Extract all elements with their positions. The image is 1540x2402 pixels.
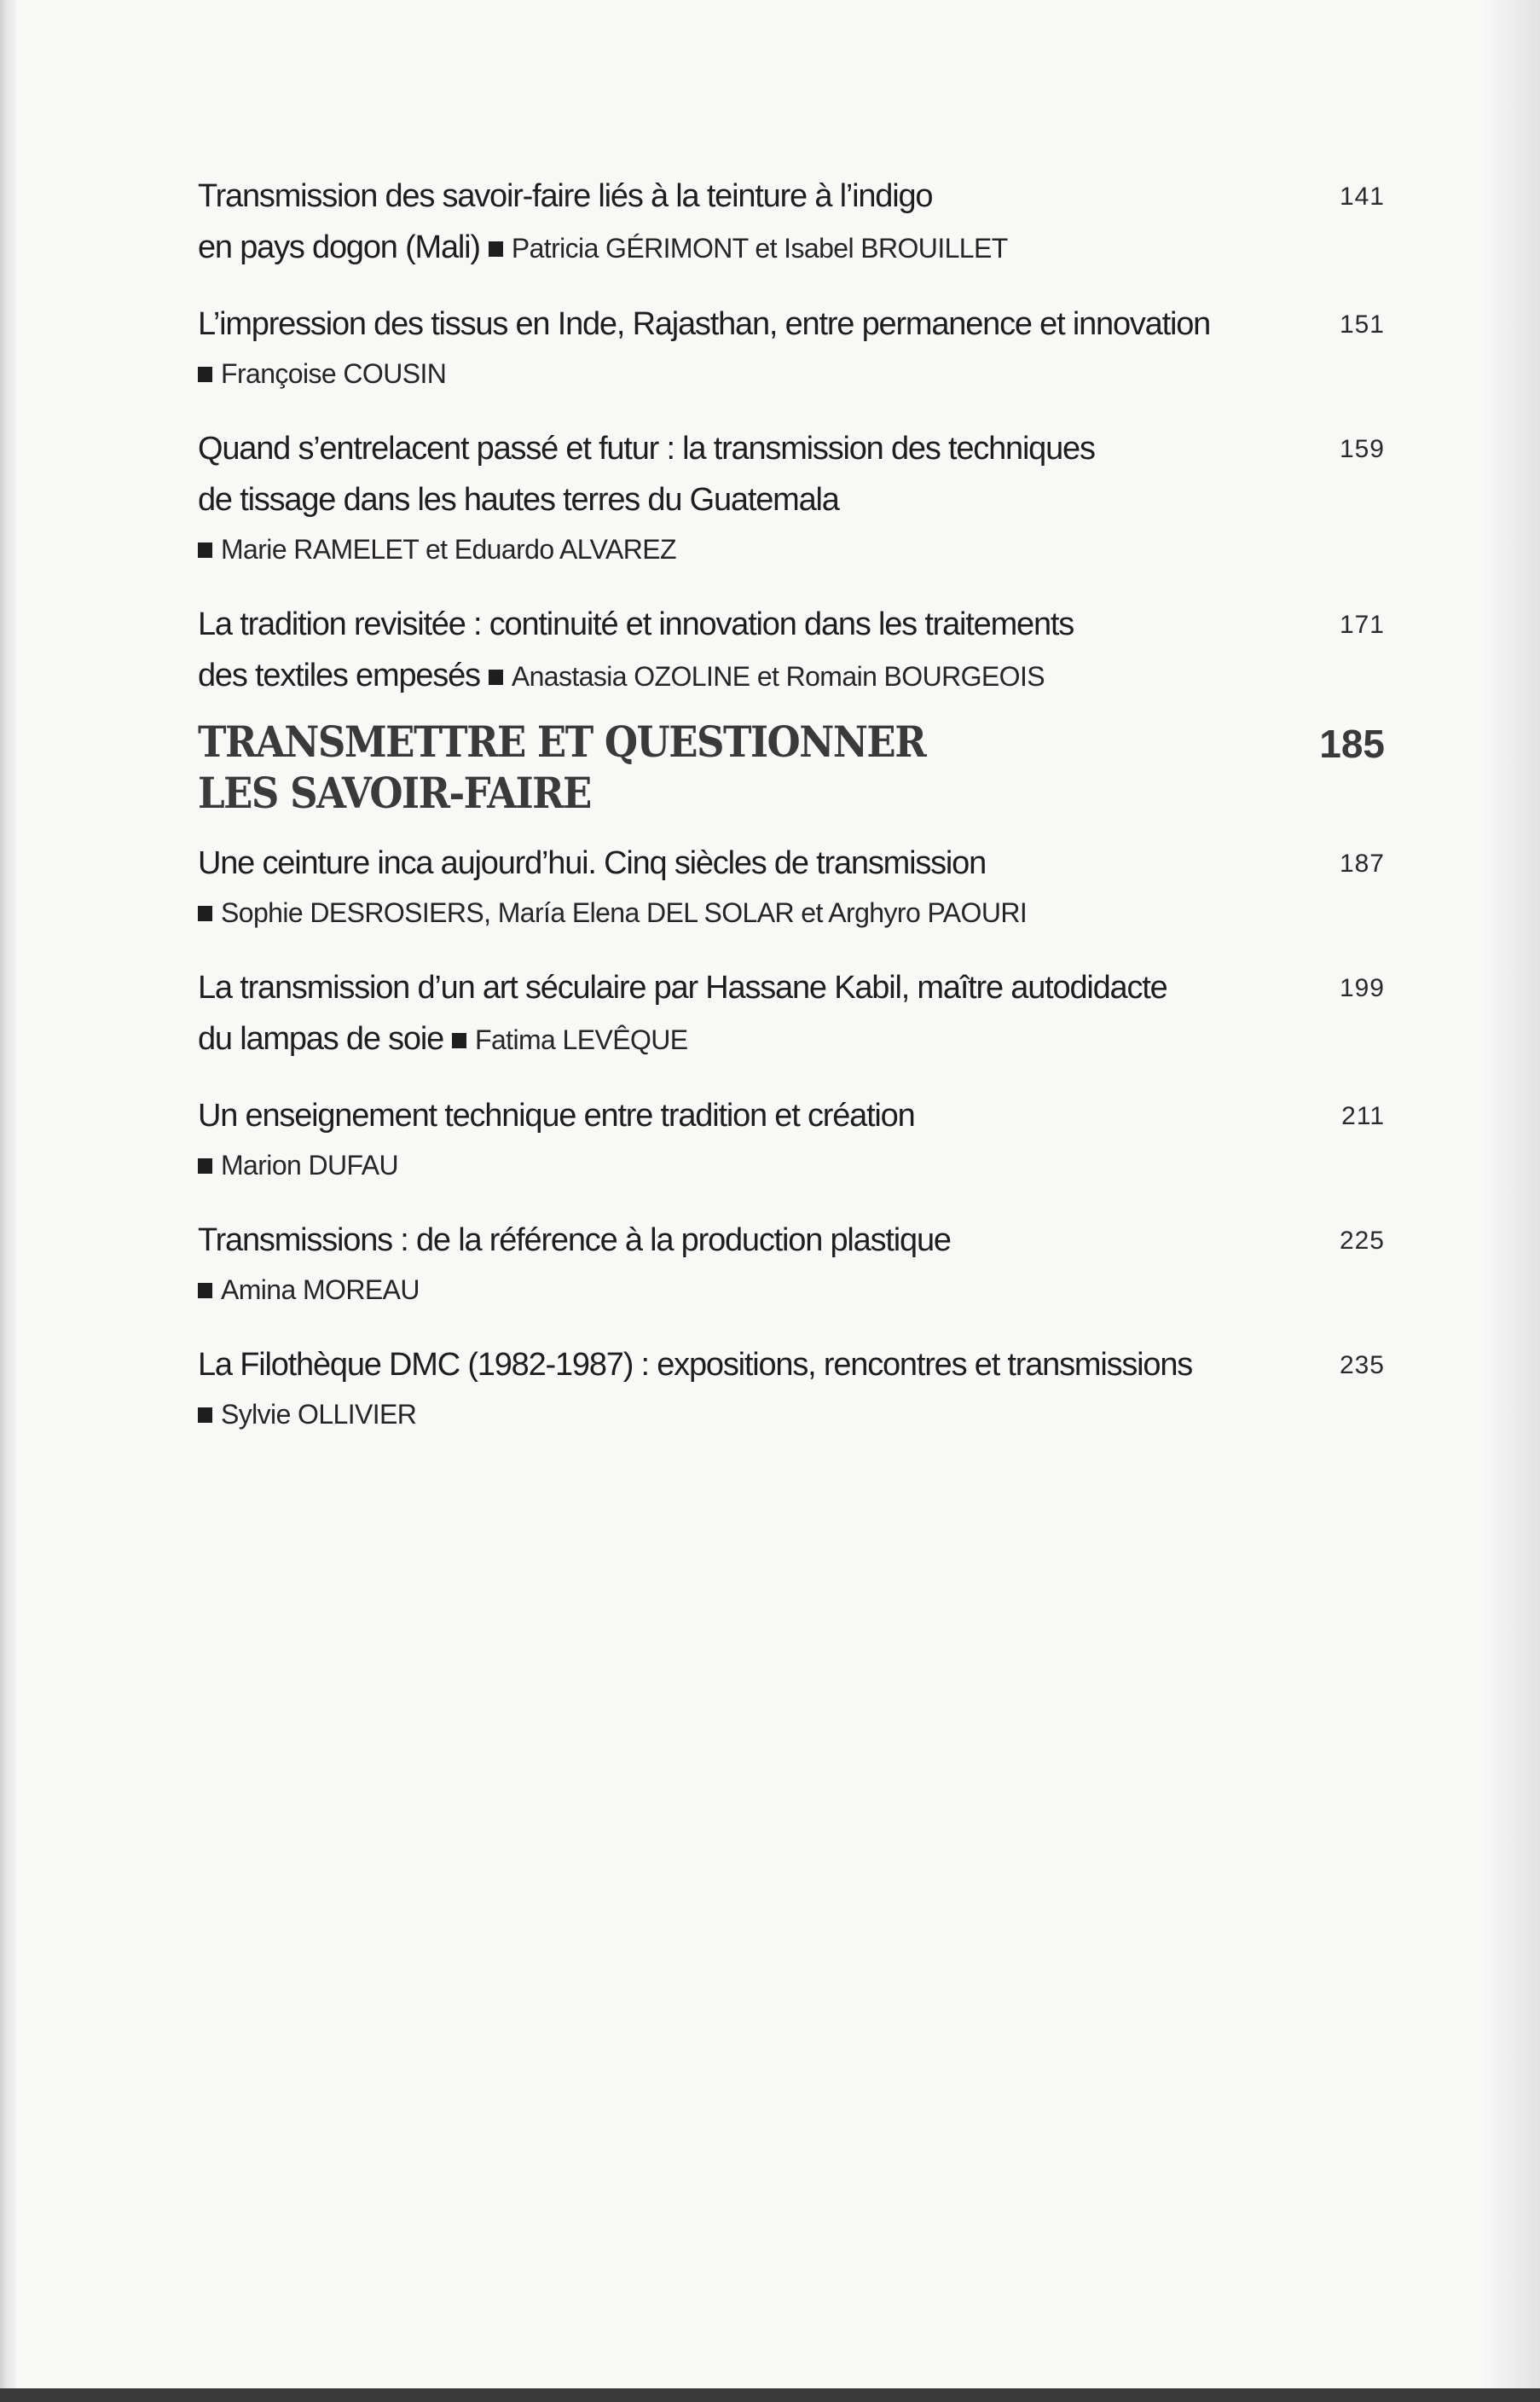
- entry-title: Une ceinture inca aujourd’hui. Cinq siècles de transmission: [198, 845, 987, 881]
- entry-authors-line: [198, 889, 1291, 937]
- toc-entry: [198, 599, 1385, 701]
- entry-title-continued: en pays dogon (Mali): [198, 229, 480, 265]
- toc-entry: [198, 171, 1385, 273]
- entry-page-number: 171: [1339, 611, 1385, 639]
- entry-title: L’impression des tissus en Inde, Rajasthan, entre permanence et innovation: [198, 306, 1211, 342]
- entry-authors-line: [483, 661, 1045, 692]
- toc-entry: [198, 423, 1385, 573]
- entry-page-number: 199: [1339, 974, 1385, 1002]
- entry-title: Un enseignement technique entre tradition et création: [198, 1098, 915, 1134]
- entry-authors: Françoise COUSIN: [221, 358, 447, 389]
- table-of-contents: [198, 171, 1385, 1438]
- entry-page-number: 159: [1339, 435, 1385, 463]
- entry-page-number: 211: [1341, 1102, 1385, 1130]
- entry-authors-line: [198, 1390, 1291, 1438]
- scanner-bottom-edge: [0, 2388, 1540, 2402]
- entry-authors: Marion DUFAU: [221, 1150, 398, 1181]
- section-heading: [198, 717, 1385, 819]
- entry-authors: Patricia GÉRIMONT et Isabel BROUILLET: [511, 233, 1008, 264]
- entry-authors-line: [447, 1024, 687, 1055]
- black-square-bullet-icon: [198, 542, 212, 558]
- entry-page-number: 235: [1339, 1351, 1385, 1379]
- black-square-bullet-icon: [198, 1158, 212, 1174]
- page-gutter-edge: [0, 0, 17, 2388]
- entry-title: Quand s’entrelacent passé et futur : la transmission des techniques: [198, 431, 1095, 467]
- entry-page-number: 141: [1339, 183, 1385, 211]
- entry-title: Transmissions : de la référence à la production plastique: [198, 1222, 951, 1258]
- entry-title: Transmission des savoir-faire liés à la teinture à l’indigo: [198, 178, 933, 214]
- entry-authors-line: [198, 525, 1291, 573]
- black-square-bullet-icon: [489, 670, 503, 685]
- toc-entry: [198, 1215, 1385, 1314]
- entry-title-continued: du lampas de soie: [198, 1021, 444, 1057]
- entry-title: La transmission d’un art séculaire par Hassane Kabil, maître autodidacte: [198, 970, 1167, 1006]
- black-square-bullet-icon: [198, 906, 212, 921]
- entry-page-number: 225: [1339, 1227, 1385, 1255]
- entry-authors-line: [198, 1266, 1291, 1314]
- section-page-number: 185: [1319, 722, 1385, 766]
- entry-authors: Anastasia OZOLINE et Romain BOURGEOIS: [511, 661, 1045, 692]
- entry-authors: Marie RAMELET et Eduardo ALVAREZ: [221, 534, 676, 565]
- entry-authors-line: [198, 1141, 1291, 1189]
- entry-title: La tradition revisitée : continuité et innovation dans les traitements: [198, 606, 1074, 642]
- black-square-bullet-icon: [198, 367, 212, 382]
- black-square-bullet-icon: [198, 1283, 212, 1298]
- toc-entry: [198, 838, 1385, 937]
- section-title-line-2: LES SAVOIR-FAIRE: [198, 768, 591, 818]
- entry-title-continued: de tissage dans les hautes terres du Guatemala: [198, 482, 839, 518]
- entry-authors: Sophie DESROSIERS, María Elena DEL SOLAR et Arghyro PAOURI: [221, 897, 1028, 928]
- section-title-line-1: TRANSMETTRE ET QUESTIONNER: [198, 717, 926, 767]
- black-square-bullet-icon: [198, 1407, 212, 1423]
- entry-page-number: 187: [1339, 850, 1385, 878]
- black-square-bullet-icon: [489, 241, 503, 257]
- toc-entry: [198, 299, 1385, 397]
- toc-entry: [198, 1339, 1385, 1438]
- entry-authors-line: [483, 233, 1008, 264]
- entry-authors-line: [198, 350, 1291, 397]
- entry-title: La Filothèque DMC (1982-1987) : expositions, rencontres et transmissions: [198, 1347, 1193, 1383]
- page-edge-shadow: [1480, 0, 1540, 2388]
- black-square-bullet-icon: [452, 1033, 466, 1048]
- entry-authors: Sylvie OLLIVIER: [221, 1399, 417, 1430]
- entry-title-continued: des textiles empesés: [198, 658, 480, 693]
- entry-page-number: 151: [1339, 310, 1385, 339]
- entry-authors: Amina MOREAU: [221, 1274, 420, 1305]
- toc-entry: [198, 962, 1385, 1065]
- entry-authors: Fatima LEVÊQUE: [475, 1024, 688, 1055]
- toc-entry: [198, 1090, 1385, 1189]
